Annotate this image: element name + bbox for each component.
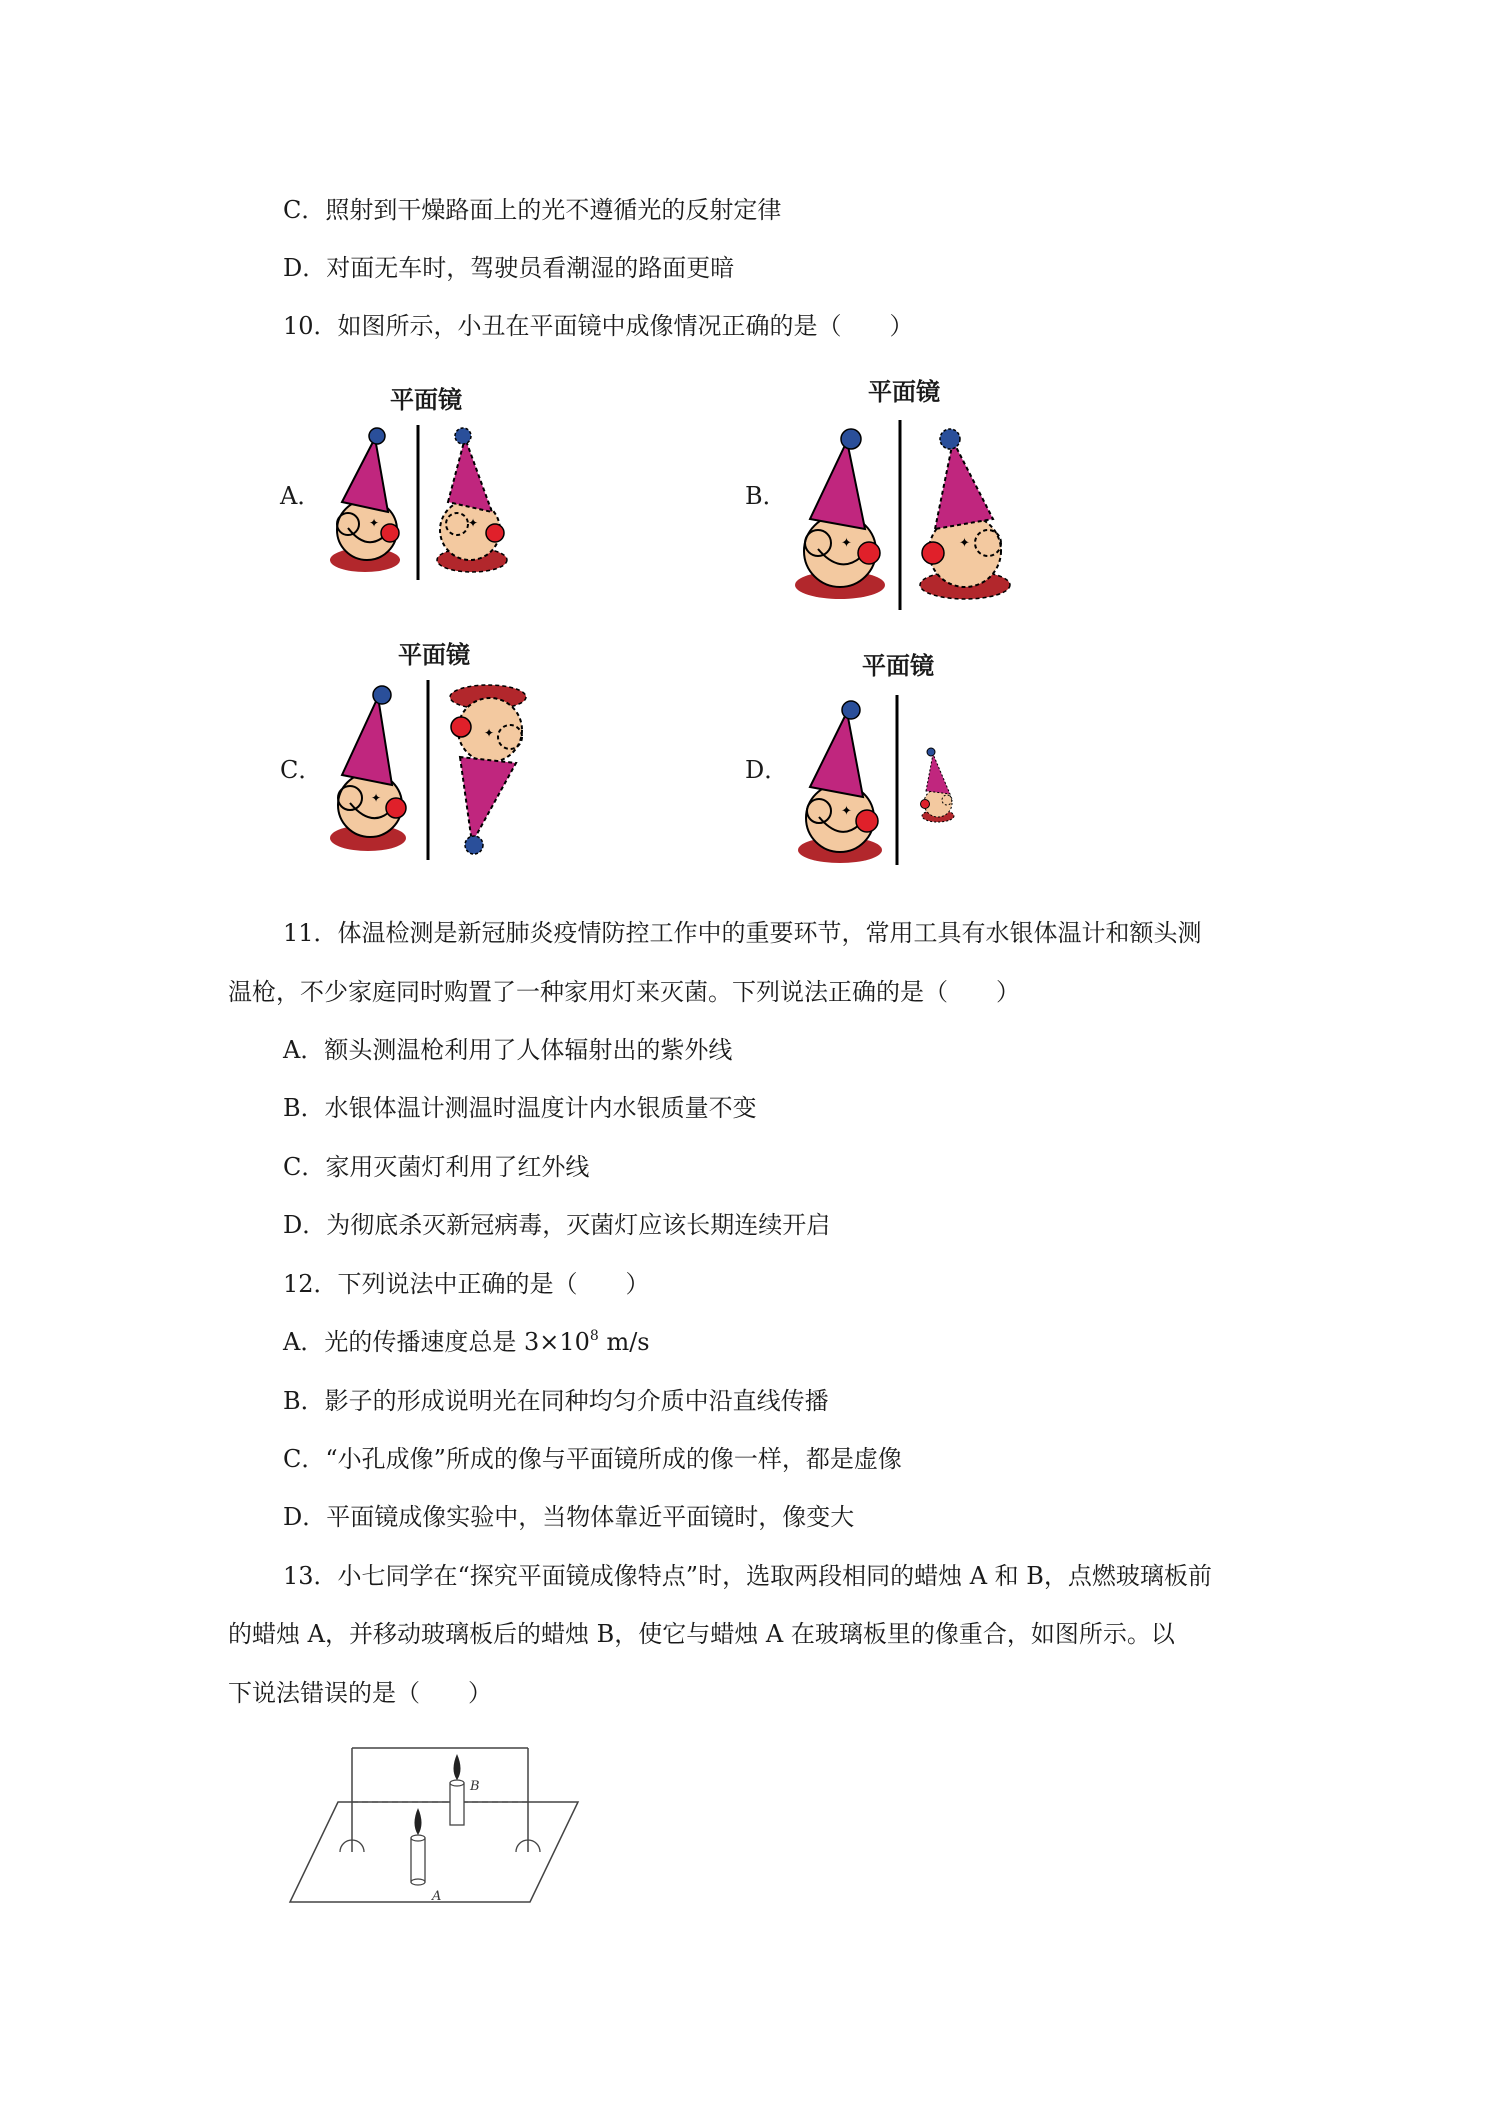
q10-c-mirror-caption: 平面镜: [398, 641, 470, 669]
clown-image-inverted: [450, 685, 526, 854]
q10-d-label: D．: [745, 756, 789, 784]
candle-a: [411, 1808, 425, 1885]
q12-option-b: B．影子的形成说明光在同种均匀介质中沿直线传播: [283, 1387, 829, 1415]
q10-b-mirror-caption: 平面镜: [868, 378, 940, 406]
svg-text:✦: ✦: [484, 726, 495, 740]
clown-figure-b: [785, 415, 1025, 615]
clown-figure-d: [785, 690, 985, 870]
q12-option-c: C．“小孔成像”所成的像与平面镜所成的像一样，都是虚像: [283, 1445, 902, 1473]
svg-text:✦: ✦: [371, 791, 382, 805]
svg-text:✦: ✦: [841, 536, 852, 551]
clown-image: [437, 428, 507, 572]
q13-stem-line2: 的蜡烛 A，并移动玻璃板后的蜡烛 B，使它与蜡烛 A 在玻璃板里的像重合，如图所示。以: [228, 1620, 1175, 1648]
svg-text:✦: ✦: [959, 536, 970, 551]
q11-stem-line2: 温枪，不少家庭同时购置了一种家用灯来灭菌。下列说法正确的是（ ）: [228, 978, 1020, 1006]
q11-option-d: D．为彻底杀灭新冠病毒，灭菌灯应该长期连续开启: [283, 1211, 831, 1239]
q12-option-a: [283, 1325, 650, 1359]
q13-stem-line1: 13．小七同学在“探究平面镜成像特点”时，选取两段相同的蜡烛 A 和 B，点燃玻璃板前: [283, 1562, 1212, 1590]
svg-text:✦: ✦: [369, 516, 380, 530]
clown-image-small: [921, 748, 955, 822]
q11-stem-line1: 11．体温检测是新冠肺炎疫情防控工作中的重要环节，常用工具有水银体温计和额头测: [283, 919, 1202, 947]
table-plane: [290, 1802, 578, 1902]
q11-option-a: A．额头测温枪利用了人体辐射出的紫外线: [283, 1036, 733, 1064]
q10-c-label: C．: [280, 756, 323, 784]
clown-image: [920, 429, 1010, 599]
q12-option-a-suffix: m/s: [598, 1328, 650, 1356]
clown-object: [330, 686, 406, 851]
candle-mirror-diagram: [280, 1740, 590, 1910]
q12-option-a-exponent: 8: [589, 1328, 599, 1344]
q13-stem-line3: 下说法错误的是（ ）: [228, 1679, 492, 1707]
q11-option-c: C．家用灭菌灯利用了红外线: [283, 1153, 590, 1181]
clown-object: [798, 701, 882, 863]
candle-b: [450, 1754, 464, 1825]
q10-b-label: B．: [745, 482, 787, 510]
q10-a-mirror-caption: 平面镜: [390, 386, 462, 414]
q11-option-b: B．水银体温计测温时温度计内水银质量不变: [283, 1094, 757, 1122]
candle-a-label: A: [432, 1889, 442, 1904]
q10-stem: 10．如图所示，小丑在平面镜中成像情况正确的是（ ）: [283, 312, 914, 340]
q12-option-d: D．平面镜成像实验中，当物体靠近平面镜时，像变大: [283, 1503, 855, 1531]
candle-b-label: B: [470, 1779, 480, 1794]
clown-object: [795, 429, 885, 599]
q12-stem: 12．下列说法中正确的是（ ）: [283, 1270, 650, 1298]
clown-figure-a: [320, 420, 540, 590]
q10-a-label: A．: [280, 482, 322, 510]
clown-object: [330, 428, 400, 572]
q12-option-a-prefix: A．光的传播速度总是 3×10: [283, 1328, 590, 1356]
q9-option-d: D．对面无车时，驾驶员看潮湿的路面更暗: [283, 254, 735, 282]
clown-figure-c: [320, 675, 550, 865]
q9-option-c: C．照射到干燥路面上的光不遵循光的反射定律: [283, 196, 782, 224]
q10-d-mirror-caption: 平面镜: [862, 652, 934, 680]
svg-text:✦: ✦: [468, 516, 479, 530]
svg-text:✦: ✦: [841, 804, 852, 819]
